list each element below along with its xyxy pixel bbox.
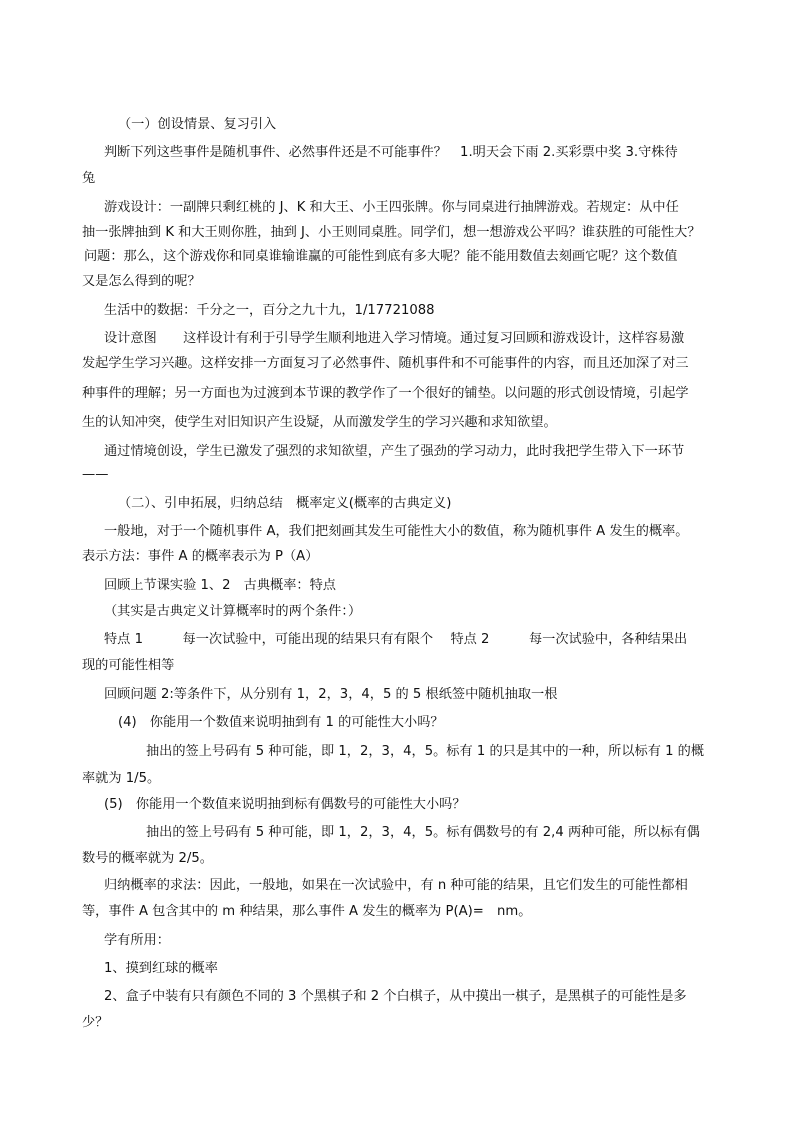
- exercise-2-line: 2、盒子中装有只有颜色不同的 3 个黑棋子和 2 个白棋子，从中摸出一棋子，是黑棋子的可能性是多: [104, 989, 687, 1004]
- game-design-line: 游戏设计：一副牌只剩红桃的 J、K 和大王、小王四张牌。你与同桌进行抽牌游戏。若规定：从中任: [104, 200, 679, 215]
- apply-heading: 学有所用：: [104, 933, 170, 948]
- design-intent-line: 生的认知冲突，使学生对旧知识产生设疑，从而激发学生的学习兴趣和求知欲望。: [82, 415, 557, 430]
- problem-line: 又是怎么得到的呢？: [82, 274, 201, 289]
- design-intent-line: 设计意图 这样设计有利于引导学生顺利地进入学习情境。通过复习回顾和游戏设计，这样容易激: [104, 331, 685, 346]
- feature-line: 特点 1 每一次试验中，可能出现的结果只有有限个 特点 2 每一次试验中，各种结果出: [104, 632, 688, 647]
- answer-5-line: 数号的概率就为 2/5。: [82, 851, 213, 866]
- feature-line: 现的可能性相等: [82, 658, 175, 673]
- answer-4-line: 率就为 1/5。: [82, 771, 161, 786]
- definition-line: 表示方法：事件 A 的概率表示为 P（A）: [82, 549, 319, 564]
- exercise-1: 1、摸到红球的概率: [104, 961, 218, 976]
- answer-4-line: 抽出的签上号码有 5 种可能，即 1，2，3，4，5。标有 1 的只是其中的一种，所以标有 1 的概: [146, 744, 705, 759]
- answer-5-line: 抽出的签上号码有 5 种可能，即 1，2，3，4，5。标有偶数号的有 2,4 两种可能，所以标有偶: [146, 825, 700, 840]
- question-5: (5) 你能用一个数值来说明抽到标有偶数号的可能性大小吗？: [104, 797, 466, 812]
- review-question-line: 回顾问题 2:等条件下，从分别有 1，2，3，4，5 的 5 根纸签中随机抽取一根: [104, 687, 558, 702]
- life-data-line: 生活中的数据：千分之一，百分之九十九，1/17721088: [104, 303, 435, 318]
- transition-line: 通过情境创设，学生已激发了强烈的求知欲望，产生了强劲的学习动力，此时我把学生带入下一环节: [104, 444, 685, 459]
- design-intent-line: 发起学生学习兴趣。这样安排一方面复习了必然事件、随机事件和不可能事件的内容，而且还加深了对三: [82, 356, 689, 371]
- transition-line: ——: [82, 467, 109, 482]
- question-line: 判断下列这些事件是随机事件、必然事件还是不可能事件？ 1.明天会下雨 2.买彩票中奖 3.守株待: [104, 145, 678, 160]
- note-line: （其实是古典定义计算概率时的两个条件：）: [104, 604, 362, 619]
- question-line: 兔: [82, 171, 96, 186]
- section1-heading: （一）创设情景、复习引入: [118, 117, 277, 132]
- design-intent-line: 种事件的理解；另一方面也为过渡到本节课的教学作了一个很好的铺垫。以问题的形式创设情境，引起学: [82, 386, 689, 401]
- question-4: (4) 你能用一个数值来说明抽到有 1 的可能性大小吗？: [118, 715, 444, 730]
- game-design-line: 抽一张牌抽到 K 和大王则你胜，抽到 J、小王则同桌胜。同学们，想一想游戏公平吗？谁获胜的可能性大？: [82, 225, 701, 240]
- induction-line: 等，事件 A 包含其中的 m 种结果，那么事件 A 发生的概率为 P(A)= nm。: [82, 904, 532, 919]
- review-line: 回顾上节课实验 1、2 古典概率：特点: [104, 578, 336, 593]
- induction-line: 归纳概率的求法：因此，一般地，如果在一次试验中，有 n 种可能的结果，且它们发生的可能性都相: [104, 878, 688, 893]
- exercise-2-line: 少？: [82, 1015, 109, 1030]
- section2-heading: （二）、引申拓展，归纳总结 概率定义(概率的古典定义): [118, 496, 452, 511]
- problem-line: 问题：那么，这个游戏你和同桌谁输谁赢的可能性到底有多大呢？能不能用数值去刻画它呢？这个数值: [84, 249, 678, 264]
- definition-line: 一般地，对于一个随机事件 A，我们把刻画其发生可能性大小的数值，称为随机事件 A 发生的概率。: [104, 524, 689, 539]
